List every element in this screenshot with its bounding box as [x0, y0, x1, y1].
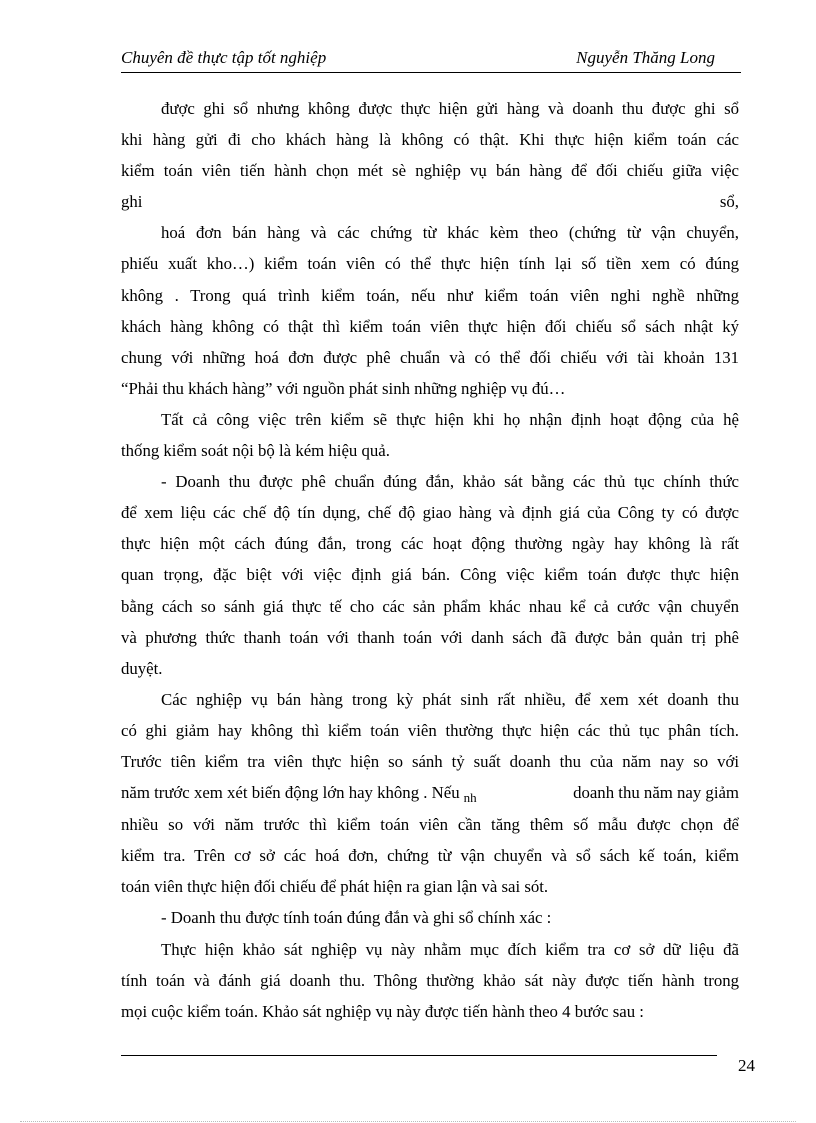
text-line: nhiều so với năm trước thì kiểm toán viên cần tăng thêm số mẫu được chọn để: [121, 815, 739, 835]
header-author: Nguyễn Thăng Long: [576, 48, 715, 67]
header-title: Chuyên đề thực tập tốt nghiệp: [121, 48, 327, 67]
text-line: Thực hiện khảo sát nghiệp vụ này nhằm mục đích kiểm tra cơ sở dữ liệu đã: [161, 939, 739, 959]
text-line: khách hàng không có thật thì kiểm toán viên thực hiện đối chiếu sổ sách nhật ký: [121, 316, 739, 336]
text-line: Các nghiệp vụ bán hàng trong kỳ phát sinh rất nhiều, để xem xét doanh thu: [161, 689, 739, 709]
text-fragment: [121, 777, 483, 809]
text-line: - Doanh thu được tính toán đúng đắn và ghi sổ chính xác :: [161, 908, 552, 928]
text-fragment: doanh thu năm nay giảm: [573, 783, 739, 803]
text-line: phiếu xuất kho…) kiểm toán viên có thể thực hiện tính lại số tiền xem có đúng: [121, 254, 739, 274]
page-number: 24: [738, 1056, 755, 1075]
footer-divider: [121, 1055, 717, 1056]
text-line: mọi cuộc kiểm toán. Khảo sát nghiệp vụ này được tiến hành theo 4 bước sau :: [121, 1001, 644, 1021]
document-body: [121, 93, 739, 1027]
text-line: Trước tiên kiểm tra viên thực hiện so sánh tỷ suất doanh thu của năm nay so với: [121, 751, 739, 771]
text-line: duyệt.: [121, 658, 163, 678]
text-line: kiểm tra. Trên cơ sở các hoá đơn, chứng từ vận chuyển và sổ sách kế toán, kiểm: [121, 846, 739, 866]
text-line: Tất cả công việc trên kiểm sẽ thực hiện khi họ nhận định hoạt động của hệ: [161, 409, 739, 429]
text-line: toán viên thực hiện đối chiếu để phát hiện ra gian lận và sai sót.: [121, 877, 549, 897]
text-fragment: ghi: [121, 192, 143, 212]
text-line: tính toán và đánh giá doanh thu. Thông thường khảo sát này được tiến hành trong: [121, 970, 739, 990]
text-line: - Doanh thu được phê chuẩn đúng đắn, khảo sát bằng các thủ tục chính thức: [161, 472, 739, 492]
text-line: thực hiện một cách đúng đắn, trong các hoạt động thường ngày hay không là rất: [121, 534, 739, 554]
subscript-fragment: nh: [463, 790, 477, 806]
text-line: quan trọng, đặc biệt với việc định giá bán. Công việc kiểm toán được thực hiện: [121, 565, 739, 585]
text-line: chung với những hoá đơn được phê chuẩn và có thể đối chiếu với tài khoản 131: [121, 347, 739, 367]
text-line: hoá đơn bán hàng và các chứng từ khác kèm theo (chứng từ vận chuyển,: [161, 223, 739, 243]
text-line: để xem liệu các chế độ tín dụng, chế độ giao hàng và định giá của Công ty có được: [121, 503, 739, 523]
text-line: khi hàng gửi đi cho khách hàng là không có thật. Khi thực hiện kiểm toán các: [121, 130, 739, 150]
text-fragment: sổ,: [719, 192, 739, 212]
text-line: có ghi giảm hay không thì kiểm toán viên thường thực hiện các thủ tục phân tích.: [121, 720, 739, 740]
text-line: [121, 186, 739, 217]
text-line: [121, 777, 739, 809]
text-line: bằng cách so sánh giá thực tế cho các sản phẩm khác nhau kể cả cước vận chuyển: [121, 596, 739, 616]
text-line: “Phải thu khách hàng” với nguồn phát sinh những nghiệp vụ đú…: [121, 378, 566, 398]
page-bottom-border: [20, 1121, 796, 1122]
page-header: [121, 48, 741, 73]
text-line: kiểm toán viên tiến hành chọn mét sè nghiệp vụ bán hàng để đối chiếu giữa việc: [121, 161, 739, 181]
text-line: không . Trong quá trình kiểm toán, nếu như kiểm toán viên nghi nghề những: [121, 285, 739, 305]
text-line: được ghi sổ nhưng không được thực hiện gửi hàng và doanh thu được ghi sổ: [161, 99, 739, 118]
text-fragment: năm trước xem xét biến động lớn hay không . Nếu: [121, 783, 460, 803]
text-line: thống kiểm soát nội bộ là kém hiệu quả.: [121, 441, 390, 461]
text-line: và phương thức thanh toán với thanh toán với danh sách đã được bản quản trị phê: [121, 627, 739, 647]
